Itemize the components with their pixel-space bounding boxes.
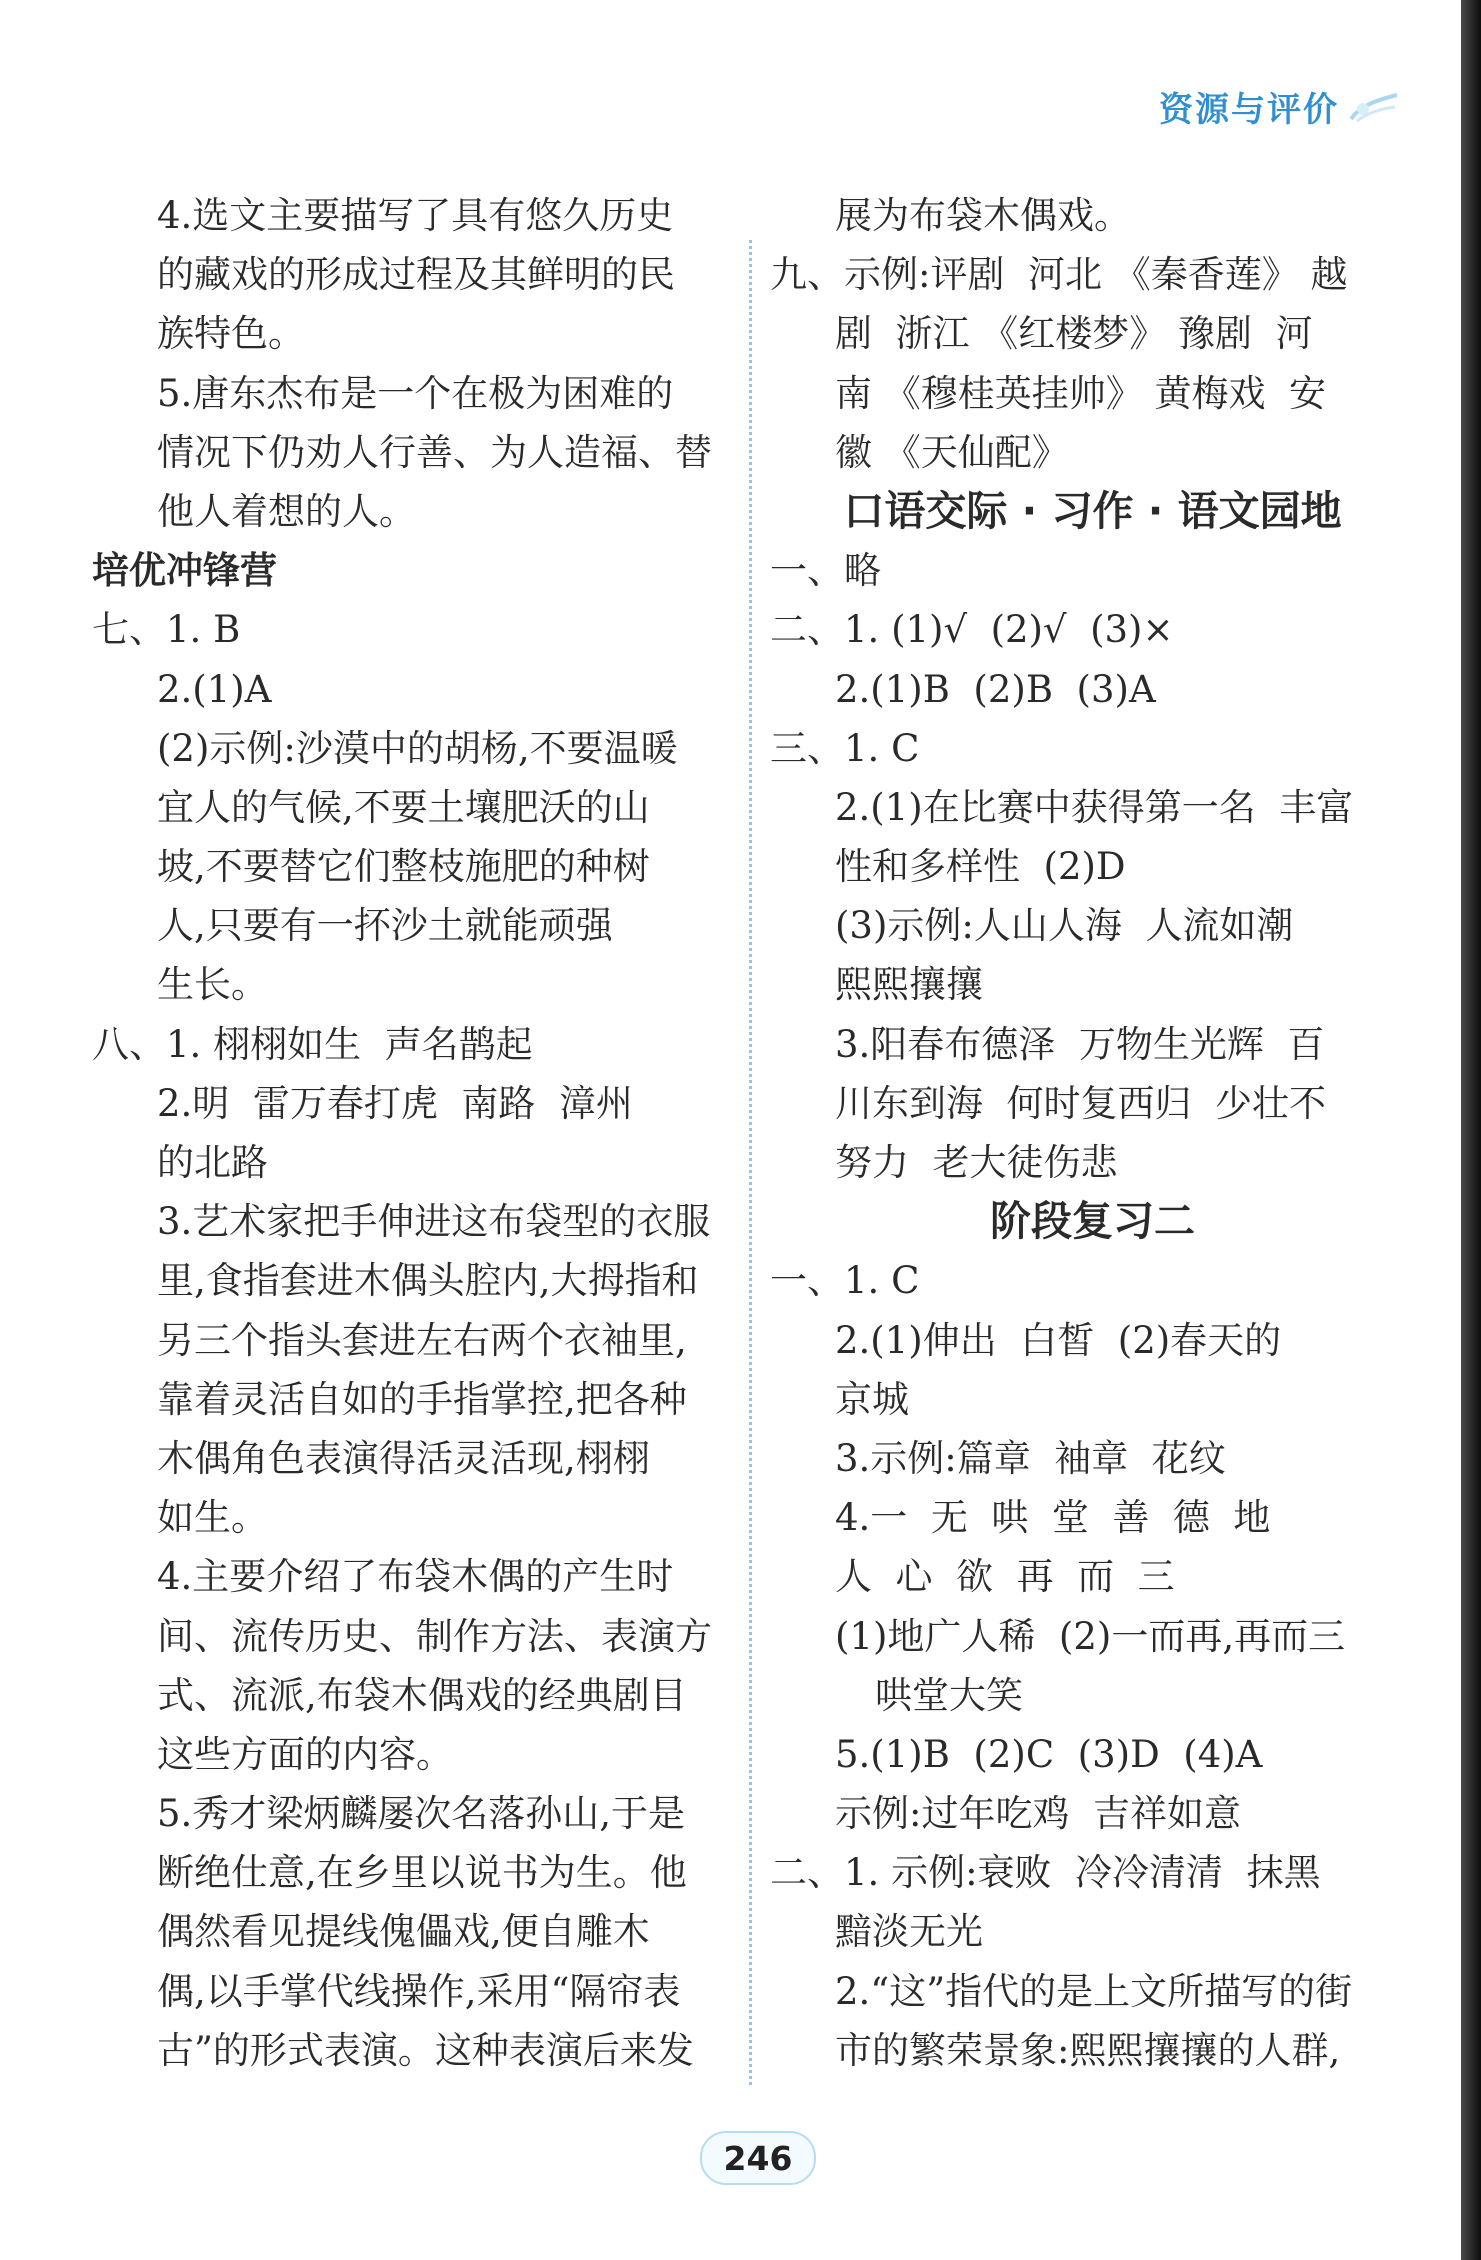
- answer-line: 另三个指头套进左右两个衣袖里,: [157, 1318, 687, 1362]
- answer-line: 示例:过年吃鸡 吉祥如意: [835, 1792, 1241, 1836]
- answer-line: 京城: [835, 1377, 909, 1421]
- section-heading: 口语交际 · 习作 · 语文园地: [843, 486, 1342, 535]
- answer-line: 二、1. (1)√ (2)√ (3)×: [770, 608, 1174, 652]
- answer-line: 熙熙攘攘: [835, 963, 983, 1007]
- right-column: [770, 186, 1415, 2080]
- answer-line: 木偶角色表演得活灵活现,栩栩: [157, 1436, 650, 1480]
- answer-line: 3.艺术家把手伸进这布袋型的衣服: [157, 1200, 711, 1244]
- answer-line: 2.(1)在比赛中获得第一名 丰富: [835, 785, 1354, 829]
- answer-line: 3.示例:篇章 袖章 花纹: [835, 1436, 1226, 1480]
- answer-line: (3)示例:人山人海 人流如潮: [835, 904, 1294, 948]
- section-title: 培优冲锋营: [92, 549, 277, 593]
- answer-line: 古”的形式表演。这种表演后来发: [157, 2028, 694, 2072]
- answer-line: 的北路: [157, 1141, 268, 1184]
- answer-line: 靠着灵活自如的手指掌控,把各种: [157, 1377, 687, 1421]
- answer-line: 3.阳春布德泽 万物生光辉 百: [835, 1022, 1325, 1066]
- header-title: 资源与评价: [1159, 90, 1339, 130]
- answer-line: 偶然看见提线傀儡戏,便自雕木: [157, 1910, 650, 1954]
- answer-line: 偶,以手掌代线操作,采用“隔帘表: [157, 1969, 681, 2013]
- answer-line: 徽 《天仙配》: [835, 430, 1069, 474]
- answer-line: 2.(1)伸出 白皙 (2)春天的: [835, 1318, 1282, 1362]
- section-heading: 阶段复习二: [990, 1197, 1195, 1246]
- answer-line: 八、1. 栩栩如生 声名鹊起: [92, 1022, 533, 1066]
- answer-line: 二、1. 示例:衰败 冷冷清清 抹黑: [770, 1851, 1321, 1895]
- answer-line: 南 《穆桂英挂帅》 黄梅戏 安: [835, 371, 1327, 415]
- answer-line: 九、示例:评剧 河北 《秦香莲》 越: [770, 253, 1348, 297]
- answer-line: 人 心 欲 再 而 三: [835, 1555, 1175, 1599]
- column-divider: [749, 240, 752, 2085]
- answer-line: 式、流派,布袋木偶戏的经典剧目: [157, 1673, 687, 1717]
- page-number: 246: [700, 2131, 816, 2185]
- answer-line: 人,只要有一抔沙土就能顽强: [157, 904, 613, 948]
- answer-line: 生长。: [157, 963, 268, 1007]
- answer-line: 努力 老大徒伤悲: [835, 1141, 1118, 1184]
- answer-line: 他人着想的人。: [157, 489, 416, 533]
- answer-line: 2.(1)B (2)B (3)A: [835, 667, 1156, 711]
- answer-line: 剧 浙江 《红楼梦》 豫剧 河: [835, 312, 1313, 356]
- page-header: [1159, 82, 1401, 131]
- answer-line: 如生。: [157, 1496, 268, 1540]
- answer-line: 展为布袋木偶戏。: [835, 194, 1131, 237]
- answer-line: 情况下仍劝人行善、为人造福、替: [157, 430, 712, 474]
- answer-line: 4.一 无 哄 堂 善 德 地: [835, 1496, 1271, 1540]
- answer-line: 黯淡无光: [835, 1910, 983, 1954]
- answer-line: 5.秀才梁炳麟屡次名落孙山,于是: [157, 1792, 686, 1836]
- answer-line: 宜人的气候,不要土壤肥沃的山: [157, 785, 650, 829]
- answer-line: 坡,不要替它们整枝施肥的种树: [157, 845, 650, 889]
- answer-line: 2.(1)A: [157, 667, 272, 711]
- answer-line: 性和多样性 (2)D: [835, 845, 1126, 889]
- answer-line: 一、略: [770, 549, 881, 593]
- answer-line: 2.“这”指代的是上文所描写的街: [835, 1969, 1353, 2013]
- answer-line: 族特色。: [157, 312, 305, 356]
- answer-line: 哄堂大笑: [875, 1673, 1023, 1717]
- answer-line: 一、1. C: [770, 1259, 920, 1303]
- answer-line: 市的繁荣景象:熙熙攘攘的人群,: [835, 2028, 1341, 2072]
- answer-line: (2)示例:沙漠中的胡杨,不要温暖: [157, 726, 678, 770]
- answer-line: 川东到海 何时复西归 少壮不: [835, 1081, 1327, 1125]
- answer-line: 三、1. C: [770, 726, 920, 770]
- swoosh-decoration-icon: [1347, 89, 1401, 125]
- answer-line: 的藏戏的形成过程及其鲜明的民: [157, 253, 675, 297]
- answer-line: 2.明 雷万春打虎 南路 漳州: [157, 1081, 633, 1125]
- answer-line: 七、1. B: [92, 608, 241, 652]
- page-edge: [1461, 0, 1481, 2260]
- answer-line: 5.唐东杰布是一个在极为困难的: [157, 371, 674, 415]
- answer-line: 里,食指套进木偶头腔内,大拇指和: [157, 1259, 699, 1303]
- left-column: [92, 186, 720, 2080]
- answer-line: 5.(1)B (2)C (3)D (4)A: [835, 1732, 1263, 1776]
- answer-line: (1)地广人稀 (2)一而再,再而三: [835, 1614, 1346, 1658]
- answer-line: 4.选文主要描写了具有悠久历史: [157, 194, 674, 237]
- answer-line: 间、流传历史、制作方法、表演方: [157, 1614, 712, 1658]
- answer-line: 断绝仕意,在乡里以说书为生。他: [157, 1851, 687, 1895]
- answer-line: 4.主要介绍了布袋木偶的产生时: [157, 1555, 674, 1599]
- answer-line: 这些方面的内容。: [157, 1732, 453, 1776]
